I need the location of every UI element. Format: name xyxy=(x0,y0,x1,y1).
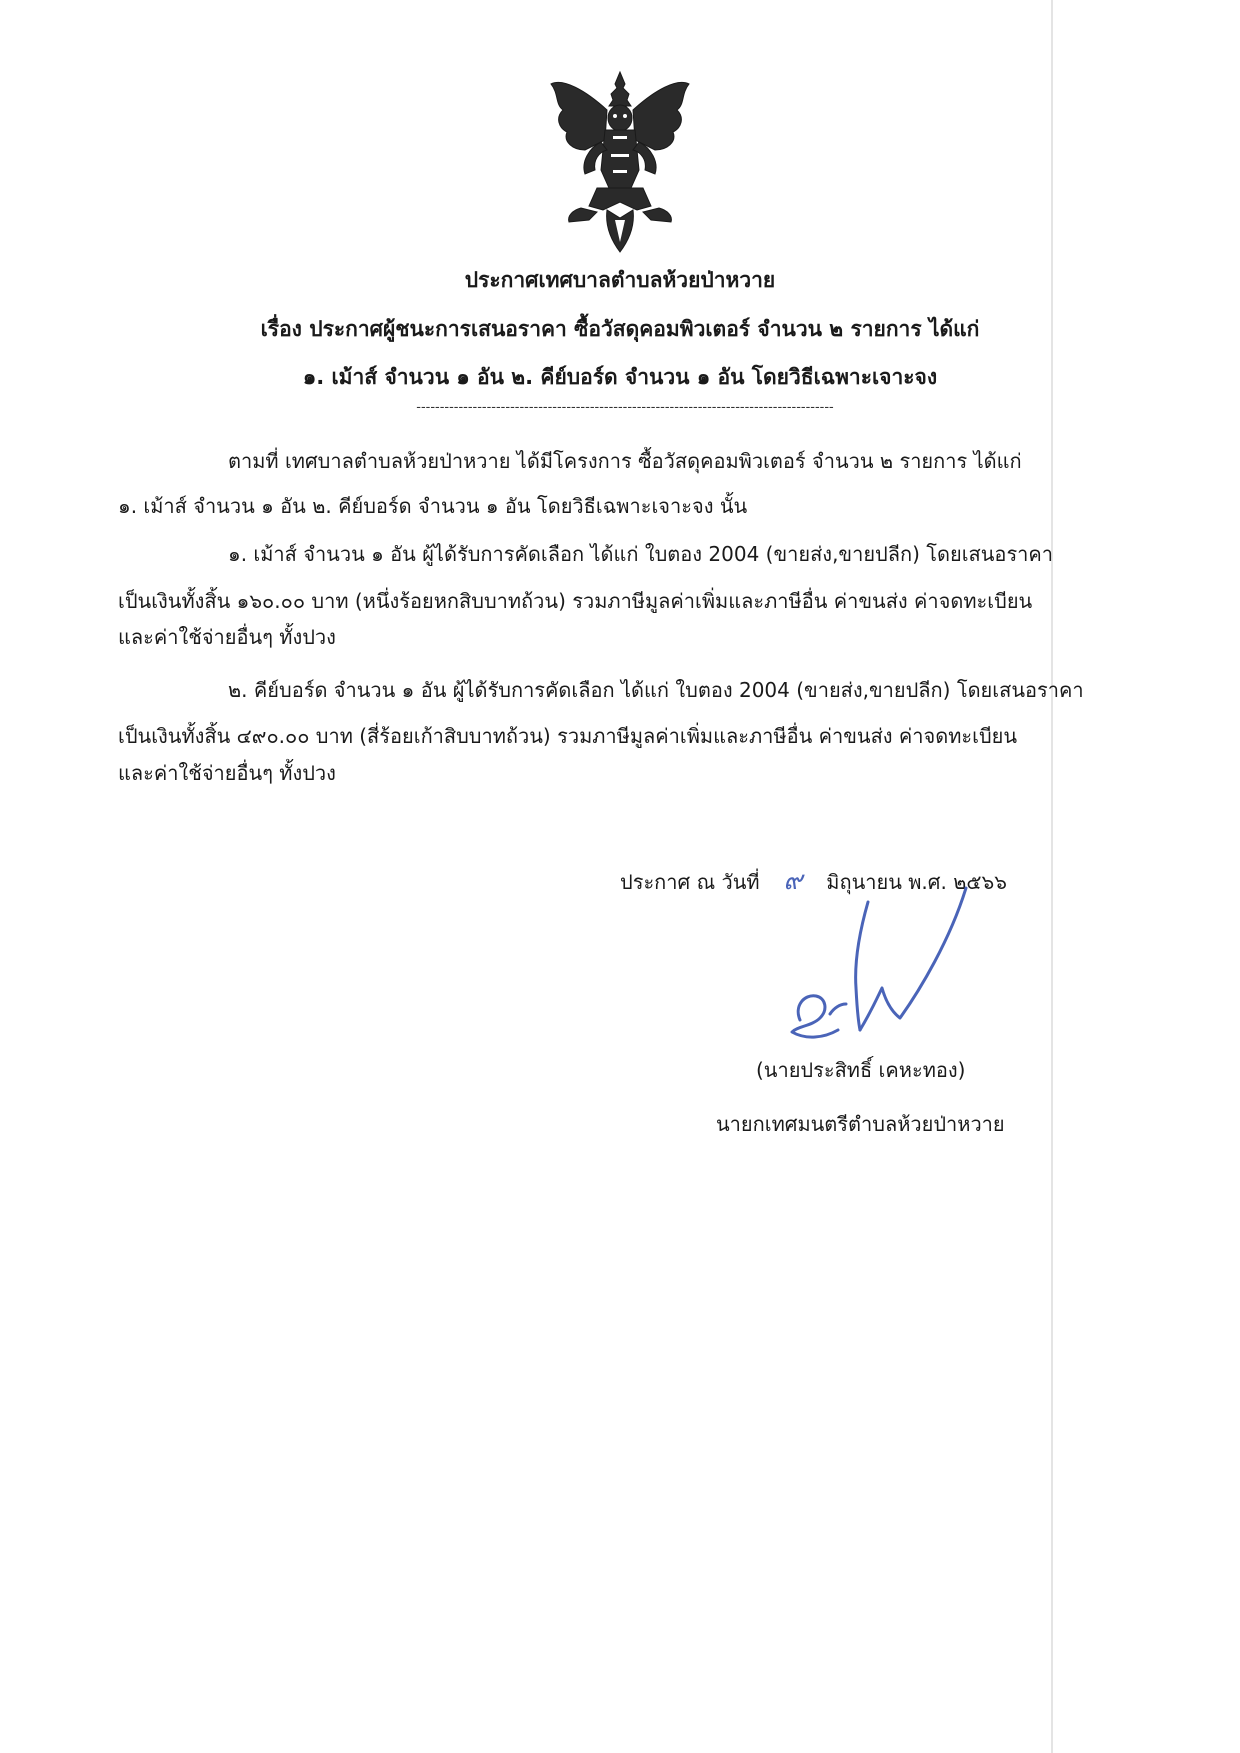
item1-line-2: เป็นเงินทั้งสิ้น ๑๖๐.๐๐ บาท (หนึ่งร้อยหกสิบบาทถ้วน) รวมภาษีมูลค่าเพิ่มและภาษีอื่น ค่าขนส่ง ค่าจดทะเบียน xyxy=(118,589,1033,613)
handwritten-signature xyxy=(760,880,990,1050)
date-suffix: มิถุนายน พ.ศ. ๒๕๖๖ xyxy=(826,870,1007,894)
signatory-name: (นายประสิทธิ์ เคหะทอง) xyxy=(756,1058,966,1082)
header-divider: ----------------------------------------------------------------------------------------- xyxy=(416,400,834,415)
announcement-organization: ประกาศเทศบาลตำบลห้วยป่าหวาย xyxy=(464,268,776,292)
date-prefix: ประกาศ ณ วันที่ xyxy=(620,870,760,894)
item1-line-1: ๑. เม้าส์ จำนวน ๑ อัน ผู้ได้รับการคัดเลือก ได้แก่ ใบตอง 2004 (ขายส่ง,ขายปลีก) โดยเสนอราคา xyxy=(228,542,1054,566)
item1-line-3: และค่าใช้จ่ายอื่นๆ ทั้งปวง xyxy=(118,625,336,649)
signatory-position: นายกเทศมนตรีตำบลห้วยป่าหวาย xyxy=(716,1112,1005,1136)
intro-line-1: ตามที่ เทศบาลตำบลห้วยป่าหวาย ได้มีโครงการ ซื้อวัสดุคอมพิวเตอร์ จำนวน ๒ รายการ ได้แก่ xyxy=(228,449,1022,473)
announcement-subject-line-2: ๑. เม้าส์ จำนวน ๑ อัน ๒. คีย์บอร์ด จำนวน ๑ อัน โดยวิธีเฉพาะเจาะจง xyxy=(302,365,938,389)
garuda-emblem-icon xyxy=(545,70,695,255)
item2-line-2: เป็นเงินทั้งสิ้น ๔๙๐.๐๐ บาท (สี่ร้อยเก้าสิบบาทถ้วน) รวมภาษีมูลค่าเพิ่มและภาษีอื่น ค่าขนส่ง ค่าจดทะเบียน xyxy=(118,724,1018,748)
item2-line-1: ๒. คีย์บอร์ด จำนวน ๑ อัน ผู้ได้รับการคัดเลือก ได้แก่ ใบตอง 2004 (ขายส่ง,ขายปลีก) โดยเสนอราคา xyxy=(228,678,1084,702)
item2-line-3: และค่าใช้จ่ายอื่นๆ ทั้งปวง xyxy=(118,761,336,785)
date-day: ๙ xyxy=(783,866,803,896)
intro-line-2: ๑. เม้าส์ จำนวน ๑ อัน ๒. คีย์บอร์ด จำนวน ๑ อัน โดยวิธีเฉพาะเจาะจง นั้น xyxy=(118,494,748,518)
announcement-subject-line-1: เรื่อง ประกาศผู้ชนะการเสนอราคา ซื้อวัสดุคอมพิวเตอร์ จำนวน ๒ รายการ ได้แก่ xyxy=(260,317,980,341)
scan-edge-line xyxy=(1051,0,1053,1753)
